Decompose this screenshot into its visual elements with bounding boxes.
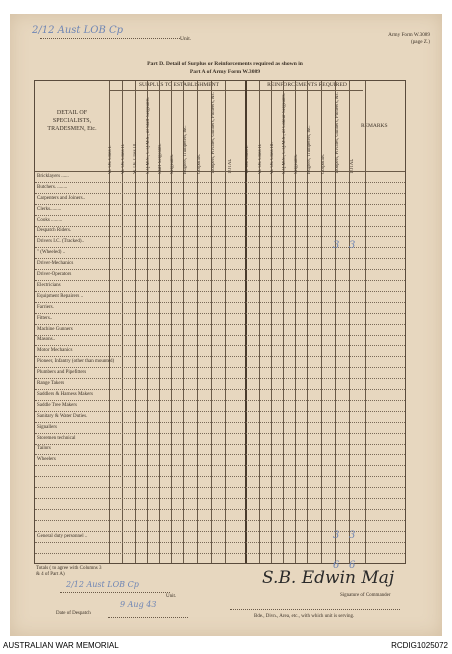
date-handwritten: 9 Aug 43 xyxy=(120,600,157,609)
row-rule xyxy=(35,226,405,227)
column-heading: W. Os. Class II. xyxy=(258,143,263,174)
column-heading: S.Q.M.S., C.Q.M.S., or Staff-Sergeants. xyxy=(146,97,151,174)
row-label: Plumbers and Pipefitters xyxy=(37,370,87,376)
remarks-heading: REMARKS xyxy=(361,123,388,129)
commander-signature: S.B. Edwin Maj xyxy=(262,568,395,588)
row-rule xyxy=(35,345,405,346)
row-rule xyxy=(35,498,405,499)
column-heading: W. Os. Class III. xyxy=(270,142,275,174)
row-rule xyxy=(35,422,405,423)
row-label: Range Takers xyxy=(37,381,65,386)
footer-unit-handwritten: 2/12 Aust LOB Cp xyxy=(66,580,139,589)
row-rule xyxy=(35,335,405,336)
row-rule xyxy=(35,411,405,412)
column-heading: TOTAL xyxy=(350,158,355,174)
row-rule xyxy=(35,509,405,510)
row-rule xyxy=(35,280,405,281)
row-label: Drivers I.C. (Tracked).. xyxy=(37,239,85,245)
part-title-line2: Part A of Army Form W.3089 xyxy=(189,69,261,75)
row-label: Fitters.. xyxy=(37,315,53,321)
column-heading: Buglers, Trumpeters, &c. xyxy=(307,125,312,174)
form-page-text: (page Z.) xyxy=(410,39,430,45)
row-label: Sanitary & Water Duties. xyxy=(37,413,88,419)
row-rule xyxy=(35,182,405,183)
column-heading: Buglers, Trumpeters, &c. xyxy=(183,125,188,174)
bde-label: Bde., Divn., Area, etc., with which unit is serving. xyxy=(254,614,355,619)
part-title xyxy=(100,60,350,76)
date-label: Date of Despatch xyxy=(56,611,91,616)
totals-total: 6 xyxy=(349,560,356,571)
row-label: Butchers. ........ xyxy=(37,184,68,190)
drivers-tracked-total: 3 xyxy=(349,240,356,251)
column-heading: W. Os. Class I. xyxy=(108,145,113,174)
row-label: Driver-Mechanics xyxy=(37,261,74,267)
row-label: Equipment Repairers .. xyxy=(37,293,84,299)
detail-heading: DETAIL OF SPECIALISTS, TRADESMEN, Etc. xyxy=(47,110,97,132)
row-rule xyxy=(35,204,405,205)
row-label: Farriers. xyxy=(37,304,54,310)
unit-label: Unit. xyxy=(180,36,192,42)
row-rule xyxy=(35,269,405,270)
column-heading: Sergeants. xyxy=(294,154,299,174)
row-label: Machine Gunners xyxy=(37,326,73,332)
surplus-heading: SURPLUS TO ESTABLISHMENT xyxy=(138,82,220,88)
column-rule xyxy=(225,81,226,563)
row-label: Clerks......... xyxy=(37,206,62,212)
column-heading: Troopers, Privates, Gunners, Pioneers, &c. xyxy=(335,91,340,174)
row-label: Pioneer, Infantry (other than mounted) xyxy=(37,359,115,365)
row-label: Saddle Tree Makers xyxy=(37,402,77,408)
form-number xyxy=(344,32,430,46)
signature-dotline xyxy=(230,609,400,610)
row-label: Bricklayers ...... xyxy=(37,173,69,179)
row-rule xyxy=(35,389,405,390)
row-rule xyxy=(35,454,405,455)
column-heading: Troopers, Privates, Gunners, Pioneers, &c. xyxy=(211,91,216,174)
column-heading: S.Q.M.S., C.Q.M.S., or Colour-Sergeants. xyxy=(282,93,287,174)
row-label: Masons.. xyxy=(37,337,56,343)
watermark-right: RCDIG1025072 xyxy=(391,641,448,650)
footer-unit-dotline xyxy=(60,592,170,593)
row-rule xyxy=(35,378,405,379)
row-label: Tailors xyxy=(37,446,51,452)
row-label: Electricians xyxy=(37,282,61,288)
reinforcements-heading: REINFORCEMENTS REQUIRED xyxy=(267,82,347,88)
totals-label: Totals ( to agree with Columns 3 & 4 of Part A) xyxy=(36,566,102,577)
column-heading: Corporals. xyxy=(197,153,202,174)
row-label: " (Wheeled) .. xyxy=(37,250,66,256)
row-label: Signallers xyxy=(37,424,57,430)
row-rule xyxy=(35,444,405,445)
column-heading: Staff-Sergeants. xyxy=(158,143,163,174)
row-rule xyxy=(35,367,405,368)
watermark-left: AUSTRALIAN WAR MEMORIAL xyxy=(3,641,119,650)
row-label: Saddlers & Harness Makers xyxy=(37,391,93,397)
signature-label: Signature of Commander xyxy=(340,593,391,598)
drivers-tracked-corporals: 3 xyxy=(333,240,340,251)
row-label: General duty personnel .. xyxy=(37,533,88,539)
row-label: Storemen technical xyxy=(37,435,76,441)
row-rule xyxy=(35,258,405,259)
unit-dotline xyxy=(40,38,180,39)
row-rule xyxy=(35,215,405,216)
date-dotline xyxy=(108,617,188,618)
row-label: Cooks ......... xyxy=(37,217,63,223)
unit-handwritten: 2/12 Aust LOB Cp xyxy=(32,25,124,36)
column-heading: W. Os. Class II. xyxy=(121,143,126,174)
row-rule xyxy=(35,520,405,521)
column-heading: Corporals. xyxy=(321,153,326,174)
row-rule xyxy=(35,487,405,488)
watermark-bar xyxy=(0,638,452,654)
form-number-text: Army Form W.3089 xyxy=(388,32,430,38)
column-heading: W. Os. Class I. xyxy=(245,145,250,174)
row-rule xyxy=(35,236,405,237)
row-rule xyxy=(35,433,405,434)
row-label: Carpenters and Joiners.. xyxy=(37,195,86,201)
general-duty-corporals: 3 xyxy=(333,530,340,541)
row-rule xyxy=(35,302,405,303)
column-heading: TOTAL xyxy=(228,158,233,174)
column-rule xyxy=(365,81,366,563)
row-label: Motor Mechanics xyxy=(37,348,73,354)
row-rule xyxy=(35,553,405,554)
row-rule xyxy=(35,542,405,543)
part-title-line1: Part D. Detail of Surplus or Reinforcements required as shown in xyxy=(147,61,303,67)
row-rule xyxy=(35,291,405,292)
row-rule xyxy=(35,193,405,194)
row-label: Wheelers xyxy=(37,457,56,463)
totals-corporals: 6 xyxy=(333,560,340,571)
column-heading: Sergeants. xyxy=(170,154,175,174)
row-rule xyxy=(35,465,405,466)
general-duty-total: 3 xyxy=(349,530,356,541)
footer-unit-label: Unit. xyxy=(166,594,177,599)
row-rule xyxy=(35,356,405,357)
row-rule xyxy=(35,400,405,401)
column-heading: W. Os. Class III. xyxy=(133,142,138,174)
row-label: Despatch Riders. xyxy=(37,228,72,234)
row-rule xyxy=(35,324,405,325)
row-rule xyxy=(35,313,405,314)
row-rule xyxy=(35,476,405,477)
row-label: Driver-Operators xyxy=(37,272,72,277)
